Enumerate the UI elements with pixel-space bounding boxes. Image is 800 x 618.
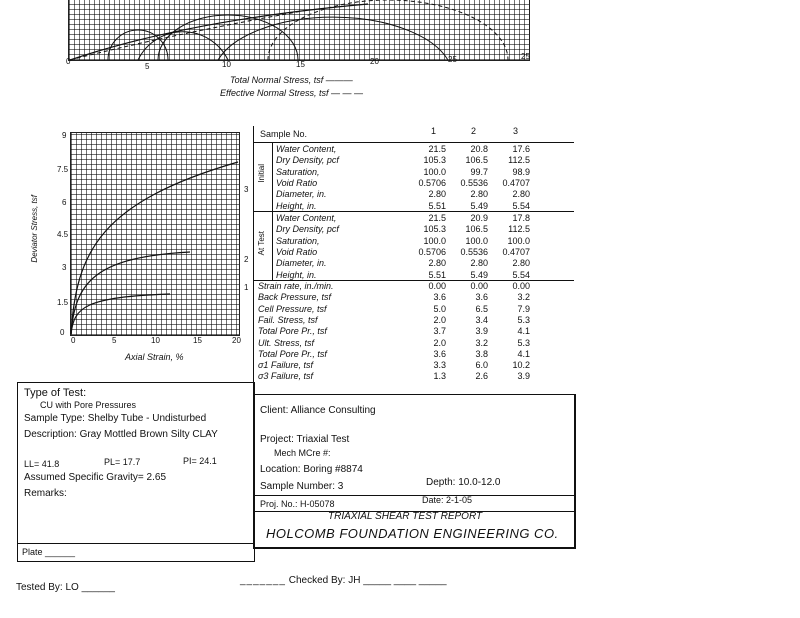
plastic-limit: PL= 17.7: [104, 457, 141, 467]
cell-value: 6.0: [475, 360, 488, 371]
mohr-x-tick: 25: [521, 52, 530, 61]
cell-value: 112.5: [508, 155, 530, 166]
cell-value: 4.1: [517, 326, 530, 337]
project-info-box: [253, 394, 576, 549]
client: Client: Alliance Consulting: [260, 405, 376, 416]
x-tick: 10: [151, 336, 160, 345]
y-tick: 3: [62, 263, 67, 272]
cell-value: 10.2: [512, 360, 530, 371]
cell-value: 5.49: [470, 269, 488, 280]
mohr-x-tick: 20: [370, 57, 379, 66]
cell-value: 0.00: [470, 281, 488, 291]
cell-value: 2.80: [470, 189, 488, 200]
sample-number-field: Sample Number: 3: [260, 481, 344, 492]
cell-value: 3.8: [475, 348, 488, 359]
plate-label: Plate ______: [22, 547, 76, 557]
project: Project: Triaxial Test: [260, 434, 350, 445]
cell-value: 106.5: [465, 224, 488, 235]
y-tick: 9: [62, 131, 67, 140]
location: Location: Boring #8874: [260, 464, 363, 475]
row-label: Saturation,: [276, 166, 320, 177]
cell-value: 105.3: [423, 155, 446, 166]
mech-number: Mech MCre #:: [274, 448, 331, 458]
cell-value: 100.0: [423, 235, 446, 246]
mohr-x-tick: 5: [145, 62, 150, 71]
cell-value: 0.4707: [502, 177, 530, 188]
deviator-ylabel: Deviator Stress, tsf: [30, 195, 39, 263]
cell-value: 105.3: [423, 224, 446, 235]
sample-number: 3: [512, 126, 518, 136]
sample-no-label: Sample No.: [260, 129, 308, 139]
cell-value: 17.8: [512, 213, 530, 223]
cell-value: 5.0: [433, 303, 446, 314]
y-tick: 1.5: [57, 298, 69, 307]
cell-value: 3.6: [433, 292, 446, 303]
cell-value: 100.0: [507, 235, 530, 246]
cell-value: 5.54: [512, 269, 530, 280]
cell-value: 0.5536: [460, 177, 488, 188]
row-label: Strain rate, in./min.: [258, 281, 334, 291]
row-label: Dry Density, pcf: [276, 155, 339, 166]
row-label: Fail. Stress, tsf: [258, 314, 318, 325]
remarks-label: Remarks:: [24, 488, 67, 499]
depth: Depth: 10.0-12.0: [426, 477, 501, 488]
x-tick: 20: [232, 336, 241, 345]
sample-number: 1: [430, 126, 436, 136]
deviator-xlabel: Axial Strain, %: [125, 352, 184, 362]
row-label: Diameter, in.: [276, 189, 327, 200]
cell-value: 2.0: [433, 314, 446, 325]
liquid-limit: LL= 41.8: [24, 459, 60, 469]
row-label: σ1 Failure, tsf: [258, 360, 313, 371]
cell-value: 98.9: [512, 166, 530, 177]
cell-value: 5.51: [428, 269, 446, 280]
cell-value: 0.00: [512, 281, 530, 291]
x-tick: 15: [193, 336, 202, 345]
cell-value: 2.80: [428, 258, 446, 269]
row-label: Water Content,: [276, 144, 337, 154]
y-tick: 6: [62, 198, 67, 207]
cell-value: 99.7: [470, 166, 488, 177]
sample-type: Sample Type: Shelby Tube - Undisturbed: [24, 413, 207, 424]
y-tick: 7.5: [57, 165, 69, 174]
cell-value: 5.3: [517, 337, 530, 348]
cell-value: 3.3: [433, 360, 446, 371]
cell-value: 0.5536: [460, 246, 488, 257]
cell-value: 21.5: [428, 144, 446, 154]
type-of-test-value: CU with Pore Pressures: [40, 400, 137, 410]
cell-value: 21.5: [428, 213, 446, 223]
row-label: Water Content,: [276, 213, 337, 223]
cell-value: 0.4707: [502, 246, 530, 257]
cell-value: 3.9: [475, 326, 488, 337]
mohr-chart-curves: [68, 0, 528, 62]
row-label: Void Ratio: [276, 246, 318, 257]
tested-by: Tested By: LO ______: [16, 582, 115, 593]
cell-value: 3.7: [433, 326, 446, 337]
cell-value: 20.9: [470, 213, 488, 223]
row-label: Height, in.: [276, 200, 317, 211]
sample-number: 2: [470, 126, 476, 136]
row-label: Total Pore Pr., tsf: [258, 348, 327, 359]
plasticity-index: PI= 24.1: [183, 456, 217, 466]
cell-value: 7.9: [517, 303, 530, 314]
cell-value: 106.5: [465, 155, 488, 166]
cell-value: 3.4: [475, 314, 488, 325]
date: Date: 2-1-05: [422, 495, 473, 505]
specific-gravity: Assumed Specific Gravity= 2.65: [24, 472, 167, 483]
type-of-test-label: Type of Test:: [24, 387, 87, 399]
company-name: HOLCOMB FOUNDATION ENGINEERING CO.: [266, 526, 559, 541]
cell-value: 2.80: [512, 189, 530, 200]
row-label: Saturation,: [276, 235, 320, 246]
cell-value: 17.6: [512, 144, 530, 154]
curve-label: 2: [244, 255, 249, 264]
row-label: Dry Density, pcf: [276, 224, 339, 235]
total-stress-legend: Total Normal Stress, tsf ———: [230, 75, 353, 85]
cell-value: 0.00: [428, 281, 446, 291]
row-label: Total Pore Pr., tsf: [258, 326, 327, 337]
deviator-chart-curves: [70, 132, 240, 336]
cell-value: 112.5: [508, 224, 530, 235]
cell-value: 6.5: [475, 303, 488, 314]
row-label: σ3 Failure, tsf: [258, 371, 313, 382]
cell-value: 100.0: [423, 166, 446, 177]
mohr-x-tick: 0: [66, 57, 71, 66]
cell-value: 3.6: [433, 348, 446, 359]
initial-group-label: Initial: [257, 164, 266, 183]
cell-value: 5.51: [428, 200, 446, 211]
sample-table: [253, 126, 574, 394]
row-label: Cell Pressure, tsf: [258, 303, 327, 314]
cell-value: 2.80: [512, 258, 530, 269]
effective-stress-legend: Effective Normal Stress, tsf — — —: [220, 88, 364, 98]
cell-value: 5.54: [512, 200, 530, 211]
cell-value: 4.1: [517, 348, 530, 359]
row-label: Height, in.: [276, 269, 317, 280]
at-test-group-label: At Test: [257, 231, 266, 256]
test-info-box: [17, 382, 255, 562]
cell-value: 3.2: [517, 292, 530, 303]
mohr-x-tick: 15: [296, 60, 305, 69]
report-title: TRIAXIAL SHEAR TEST REPORT: [328, 511, 483, 522]
cell-value: 2.6: [475, 371, 488, 382]
cell-value: 20.8: [470, 144, 488, 154]
x-tick: 5: [112, 336, 117, 345]
checked-by: _______ Checked By: JH _____ ____ _____: [240, 575, 447, 586]
cell-value: 5.3: [517, 314, 530, 325]
cell-value: 2.80: [428, 189, 446, 200]
cell-value: 100.0: [465, 235, 488, 246]
cell-value: 3.2: [475, 337, 488, 348]
x-tick: 0: [71, 336, 76, 345]
description: Description: Gray Mottled Brown Silty CLAY: [24, 429, 218, 440]
row-label: Ult. Stress, tsf: [258, 337, 315, 348]
curve-label: 3: [244, 185, 249, 194]
cell-value: 5.49: [470, 200, 488, 211]
y-tick: 4.5: [57, 230, 69, 239]
row-label: Diameter, in.: [276, 258, 327, 269]
y-tick: 0: [60, 328, 65, 337]
cell-value: 2.80: [470, 258, 488, 269]
project-number: Proj. No.: H-05078: [260, 499, 335, 509]
cell-value: 0.5706: [418, 246, 446, 257]
mohr-x-tick: 10: [222, 60, 231, 69]
row-label: Back Pressure, tsf: [258, 292, 332, 303]
row-label: Void Ratio: [276, 177, 318, 188]
cell-value: 3.9: [517, 371, 530, 382]
curve-label: 1: [244, 283, 249, 292]
cell-value: 2.0: [433, 337, 446, 348]
mohr-x-tick: 25: [448, 55, 457, 64]
cell-value: 0.5706: [418, 177, 446, 188]
cell-value: 3.6: [475, 292, 488, 303]
cell-value: 1.3: [433, 371, 446, 382]
